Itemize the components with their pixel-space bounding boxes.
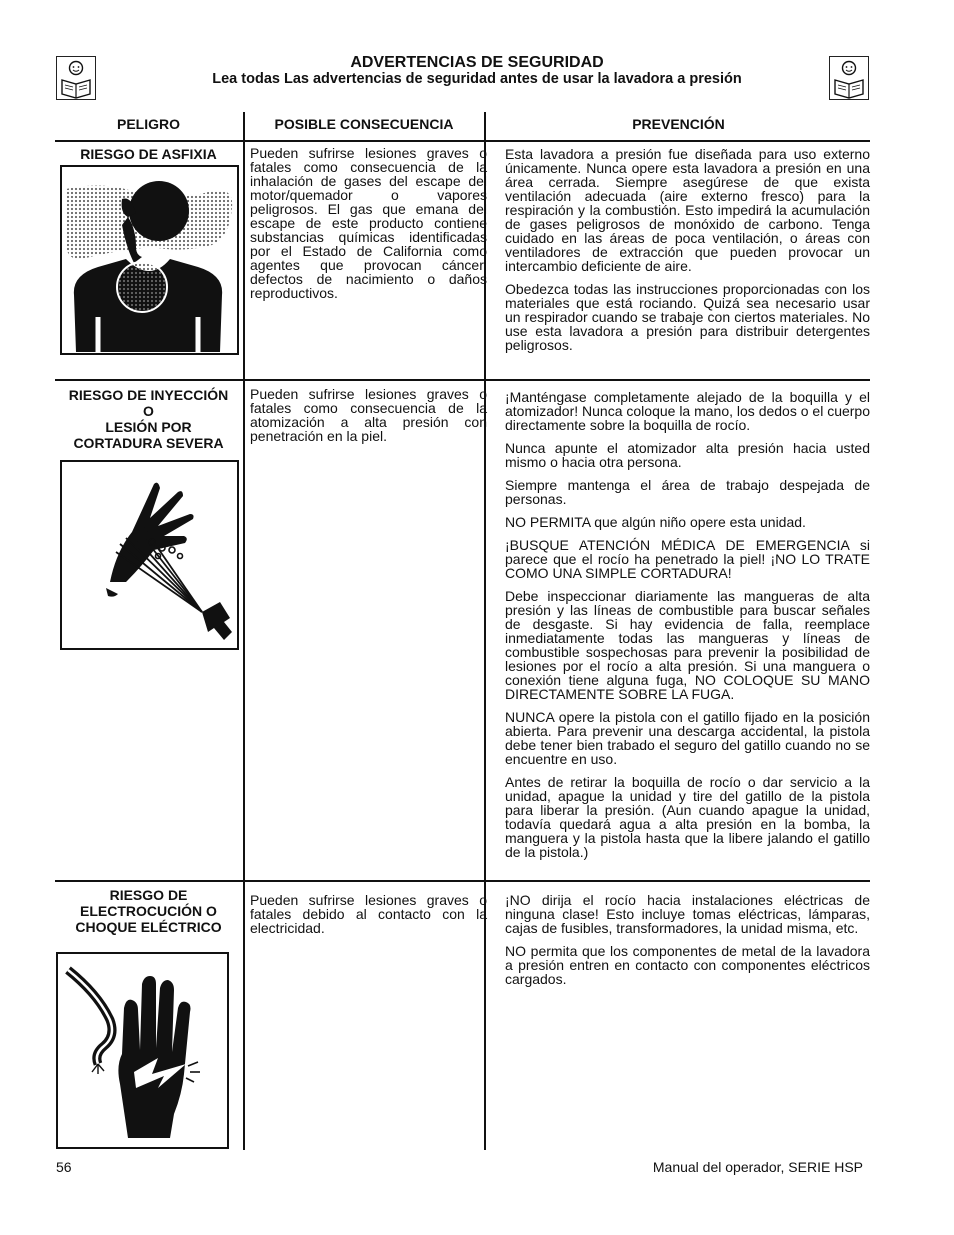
consequence-text: Pueden sufrirse lesiones graves o fatales como consecuencia de la atomización a alta presión con penetración en la piel. (250, 386, 487, 444)
prevention-paragraph: Debe inspeccionar diariamente las mangueras de alta presión y las líneas de combustible para buscar señales de desgaste. Si hay evidencia de falla, reemplace inmediatamente todas las mangueras y líneas de combustible sospechosas para prevenir la posibilidad de lesiones por el rocío a alta presión. Si una manguera o conexión tiene alguna fuga, NO COLOQUE SU MANO DIRECTAMENTE SOBRE LA FUGA. (505, 588, 870, 702)
electric-shock-hazard-icon (56, 952, 229, 1149)
prevention-text (505, 390, 870, 868)
column-header-consequence: POSIBLE CONSECUENCIA (274, 116, 454, 132)
prevention-paragraph: NO permita que los componentes de metal de la lavadora a presión entren en contacto con componentes eléctricos cargados. (505, 943, 870, 987)
row-divider (55, 140, 870, 142)
prevention-paragraph: ¡BUSQUE ATENCIÓN MÉDICA DE EMERGENCIA si parece que el rocío ha penetrado la piel! ¡NO LO TRATE COMO UNA SIMPLE CORTADURA! (505, 537, 870, 581)
hazard-label: RIESGO DE ELECTROCUCIÓN O CHOQUE ELÉCTRICO (75, 887, 222, 935)
prevention-paragraph: ¡NO dirija el rocío hacia instalaciones eléctricas de ninguna clase! Esto incluye tomas eléctricas, lámparas, cajas de fusibles, transformadores, la unidad misma, etc. (505, 892, 870, 936)
prevention-paragraph: Antes de retirar la boquilla de rocío o dar servicio a la unidad, apague la unidad y tire del gatillo de la pistola para liberar la presión. (Aun cuando apague la unidad, todavía quedará agua a alta presión en la bomba, la manguera y la pistola hasta que la libere jalando el gatillo de la pistola.) (505, 774, 870, 860)
page-number: 56 (56, 1159, 72, 1175)
page-title: ADVERTENCIAS DE SEGURIDAD (350, 54, 604, 71)
injection-hazard-icon (60, 460, 239, 650)
prevention-paragraph: Nunca apunte el atomizador alta presión hacia usted mismo o hacia otra persona. (505, 440, 870, 470)
row-divider (55, 880, 870, 882)
column-header-prevention: PREVENCIÓN (632, 116, 725, 132)
asphyxiation-hazard-icon (60, 165, 239, 355)
prevention-paragraph: Esta lavadora a presión fue diseñada para uso externo únicamente. Nunca opere esta lavadora a presión en una área cerrada. Siempre asegúrese de que exista ventilación adecuada (aire externo fresco) para la respiración y la combustión. Esto impedirá la acumulación de gases peligrosos de monóxido de carbono. Tenga cuidado en las áreas de poca ventilación, o áreas con ventiladores de extracción que pueden provocar un intercambio deficiente de aire. (505, 146, 870, 274)
page-subtitle: Lea todas Las advertencias de seguridad antes de usar la lavadora a presión (212, 71, 742, 87)
prevention-paragraph: NUNCA opere la pistola con el gatillo fijado en la posición abierta. Para prevenir una descarga accidental, la pistola debe tener bien trabado el seguro del gatillo cuando no se encuentre en uso. (505, 709, 870, 767)
prevention-text (505, 147, 870, 361)
column-divider (243, 112, 245, 1150)
row-divider (55, 379, 870, 381)
prevention-paragraph: Siempre mantenga el área de trabajo despejada de personas. (505, 477, 870, 507)
prevention-paragraph: Obedezca todas las instrucciones proporcionadas con los materiales que está rociando. Quizá sea necesario usar un respirador cuando se trabaje con ciertos materiales. No use esta lavadora a presión para distribuir detergentes peligrosos. (505, 281, 870, 353)
prevention-paragraph: NO PERMITA que algún niño opere esta unidad. (505, 514, 806, 530)
consequence-text: Pueden sufrirse lesiones graves o fatales debido al contacto con la electricidad. (250, 892, 487, 936)
manual-title: Manual del operador, SERIE HSP (652, 1159, 863, 1175)
prevention-text (505, 893, 870, 995)
hazard-label: RIESGO DE INYECCIÓN O LESIÓN POR CORTADURA SEVERA (68, 387, 229, 451)
column-header-hazard: PELIGRO (116, 116, 180, 132)
hazard-label: RIESGO DE ASFIXIA (80, 146, 217, 162)
prevention-paragraph: ¡Manténgase completamente alejado de la boquilla y el atomizador! Nunca coloque la mano, los dedos o el cuerpo directamente sobre la boquilla de rocío. (505, 389, 870, 433)
consequence-text: Pueden sufrirse lesiones graves o fatales como consecuencia de la inhalación de gases del escape del motor/quemador o vapores peligrosos. El gas que emana del escape de este producto contiene substancias químicas identificadas por el Estado de California como agentes que provocan cáncer, defectos de nacimiento o daños reproductivos. (250, 145, 487, 301)
